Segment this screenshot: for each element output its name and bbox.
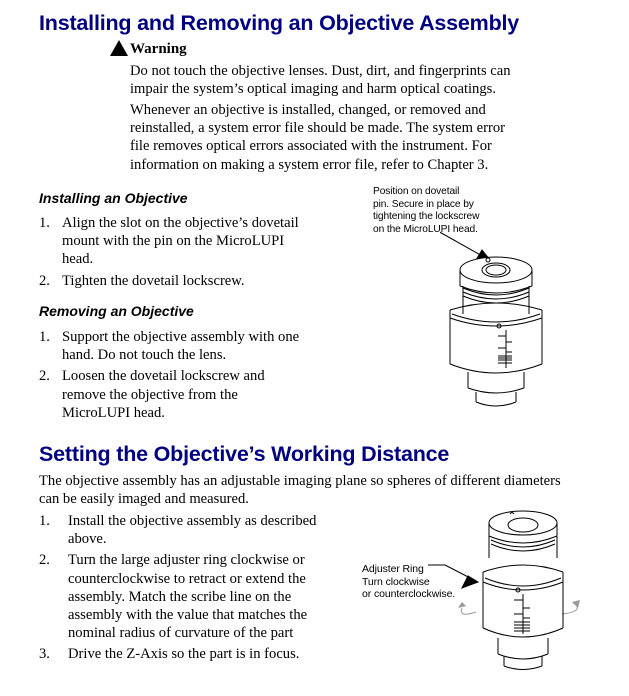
text-line: file removes optical errors associated with the instrument. For xyxy=(130,138,492,155)
text-line: head. xyxy=(62,251,94,268)
text-line: Adjuster Ring xyxy=(362,563,424,575)
warning-paragraph-2 xyxy=(130,101,505,174)
text-line: MicroLUPI head. xyxy=(62,404,165,421)
working-distance-steps xyxy=(39,512,349,667)
rotate-ccw-icon xyxy=(461,608,476,614)
warning-heading xyxy=(110,41,187,58)
text-line: pin. Secure in place by xyxy=(373,198,474,210)
text-line: Turn the large adjuster ring clockwise or xyxy=(68,552,305,569)
text-line: nominal radius of curvature of the part xyxy=(68,625,294,642)
text-line: remove the objective from the xyxy=(62,386,238,403)
text-line: The objective assembly has an adjustable imaging plane so spheres of different diameters xyxy=(39,473,561,489)
text-line: on the MicroLUPI head. xyxy=(373,223,478,235)
list-item xyxy=(39,272,339,290)
warning-triangle-icon xyxy=(110,40,128,56)
list-item xyxy=(39,328,339,364)
section-title-working-distance: Setting the Objective’s Working Distance xyxy=(39,442,450,466)
list-item xyxy=(39,367,339,422)
text-line: mount with the pin on the MicroLUPI xyxy=(62,233,285,250)
step-number: 2. xyxy=(39,368,50,385)
text-line: above. xyxy=(68,531,107,548)
warning-label: Warning xyxy=(130,41,187,57)
text-line: Do not touch the objective lenses. Dust, dirt, and fingerprints can xyxy=(130,63,511,79)
text-line: or counterclockwise. xyxy=(362,588,456,600)
text-line: Support the objective assembly with one xyxy=(62,329,300,345)
text-line: Tighten the dovetail lockscrew. xyxy=(62,272,245,289)
step-number: 2. xyxy=(39,272,50,289)
list-item xyxy=(39,551,349,642)
text-line: Turn clockwise xyxy=(362,575,430,588)
text-line: Align the slot on the objective’s dovetail xyxy=(62,215,299,231)
text-line: impair the system’s optical imaging and harm optical coatings. xyxy=(130,81,496,98)
text-line: Loosen the dovetail lockscrew and xyxy=(62,368,265,385)
rotate-cw-icon xyxy=(562,604,577,614)
subheading-removing: Removing an Objective xyxy=(39,303,194,319)
text-line: information on making a system error file, refer to Chapter 3. xyxy=(130,156,489,173)
objective-assembly-illustration xyxy=(440,230,550,410)
list-item xyxy=(39,645,349,663)
text-line: Drive the Z-Axis so the part is in focus. xyxy=(68,646,300,663)
step-number: 1. xyxy=(39,215,50,231)
subheading-installing: Installing an Objective xyxy=(39,190,188,206)
step-number: 3. xyxy=(39,646,50,663)
step-number: 1. xyxy=(39,329,50,345)
step-number: 2. xyxy=(39,552,50,569)
removing-steps xyxy=(39,328,339,425)
text-line: Whenever an objective is installed, changed, or removed and xyxy=(130,102,486,118)
step-number: 1. xyxy=(39,513,50,529)
text-line: can be easily imaged and measured. xyxy=(39,491,249,508)
adjuster-ring-illustration xyxy=(350,510,590,670)
text-line: hand. Do not touch the lens. xyxy=(62,347,227,364)
text-line: assembly. Match the scribe line on the xyxy=(68,588,292,605)
working-distance-intro xyxy=(39,472,561,508)
text-line: Install the objective assembly as described xyxy=(68,513,317,529)
installing-steps xyxy=(39,214,339,293)
text-line: counterclockwise to retract or extend the xyxy=(68,570,306,587)
list-item xyxy=(39,214,339,269)
text-line: assembly with the value that matches the xyxy=(68,607,308,624)
text-line: Position on dovetail xyxy=(373,186,460,197)
text-line: tightening the lockscrew xyxy=(373,211,480,222)
warning-paragraph-1 xyxy=(130,62,511,98)
list-item xyxy=(39,512,349,548)
figure1-caption xyxy=(373,186,479,236)
section-title-installing-removing: Installing and Removing an Objective Assembly xyxy=(39,11,520,35)
arrow-icon xyxy=(462,576,478,588)
text-line: reinstalled, a system error file should be made. The system error xyxy=(130,120,505,137)
